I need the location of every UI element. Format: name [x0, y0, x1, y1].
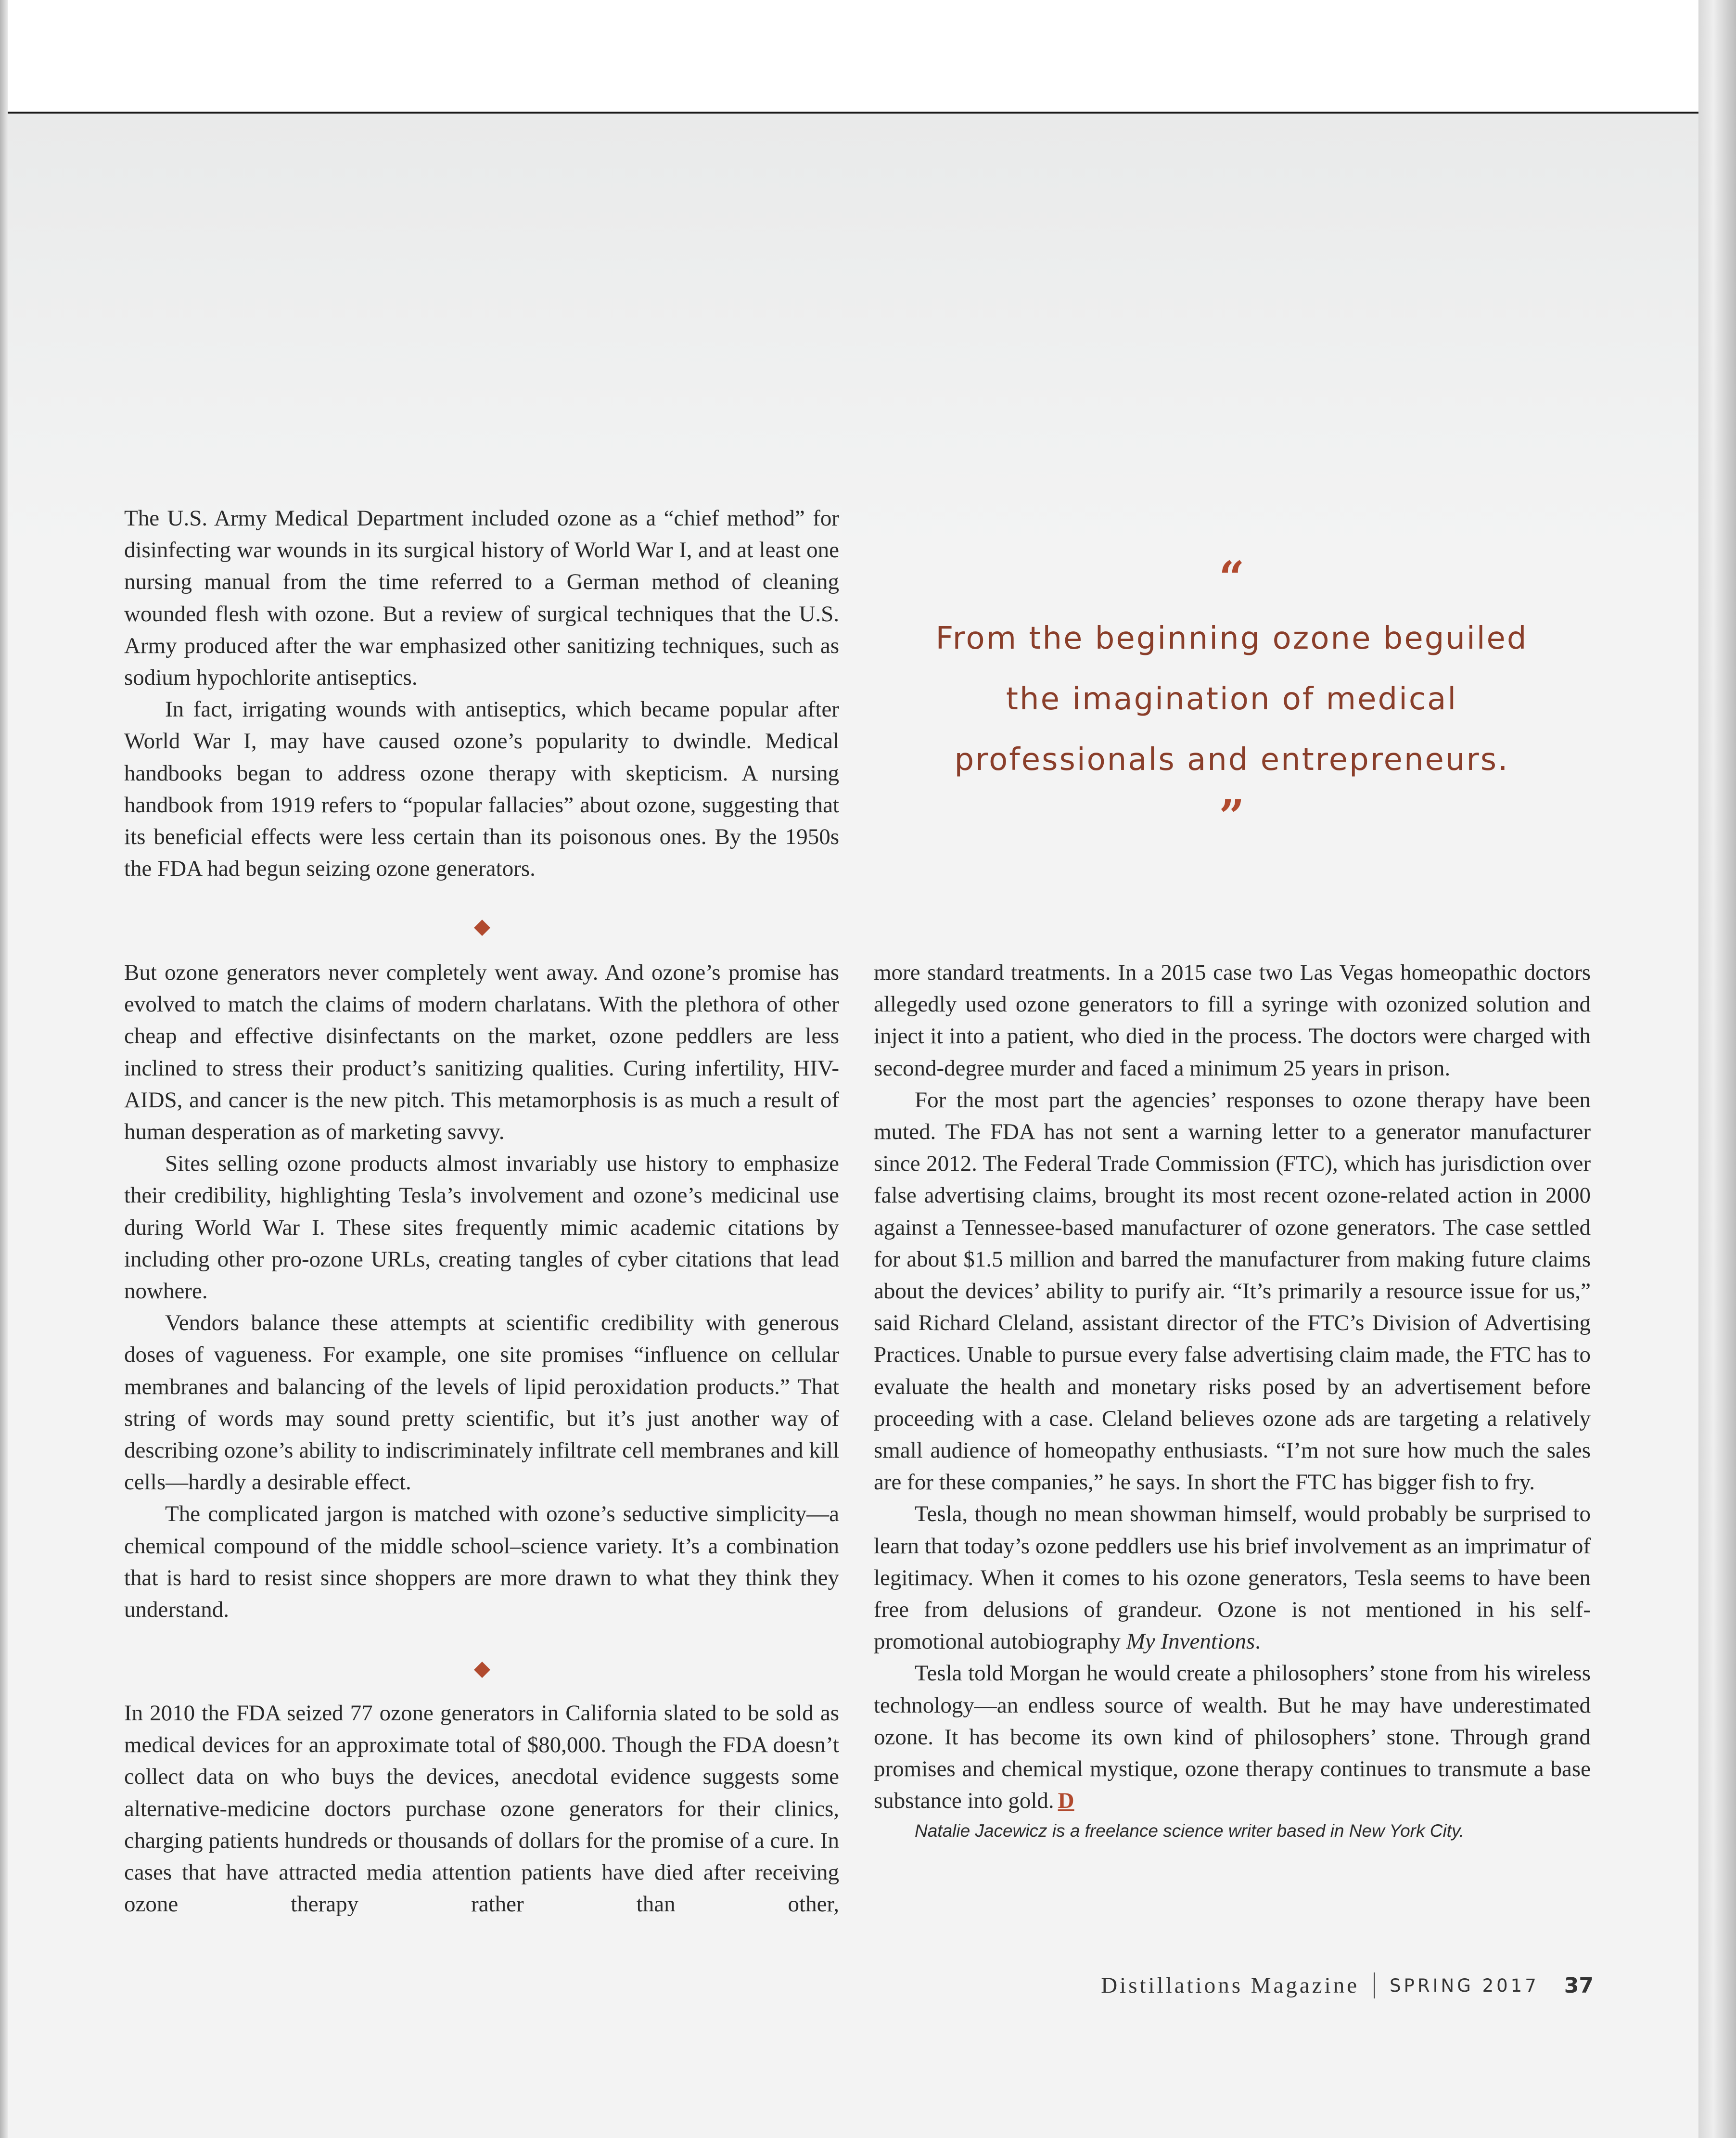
section-divider-diamond: [474, 920, 490, 936]
page-right-edge: [1698, 0, 1736, 2138]
paragraph-sites: Sites selling ozone products almost invariably use history to emphasize their credibility, highlighting Tesla’s involvement and ozone’s medicinal use during World War I. These sites frequently mimic academic citations by including other pro-ozone URLs, creating tangles of cyber citations that lead nowhere.: [124, 1151, 839, 1304]
issue-label: SPRING 2017: [1390, 1975, 1539, 1996]
pull-quote: [890, 553, 1573, 840]
page-left-edge: [0, 0, 8, 2138]
paragraph-las-vegas: more standard treatments. In a 2015 case two Las Vegas homeopathic doctors allegedly used ozone generators to fill a syringe with ozonized solution and inject it into a patient, who died in the process. The doctors were charged with second-degree murder and faced a minimum 25 years in prison.: [874, 960, 1591, 1081]
section-divider-diamond: [474, 1662, 490, 1678]
footer-divider: [1374, 1972, 1375, 1998]
page-number: 37: [1564, 1973, 1594, 1998]
paragraph-tesla-showman: [874, 1498, 1591, 1657]
paragraph-final: [874, 1657, 1591, 1817]
article-left-column: [124, 957, 839, 1626]
top-margin-band: [0, 0, 1698, 114]
book-title-period: .: [1255, 1629, 1261, 1654]
paragraph-vendors: Vendors balance these attempts at scientific credibility with generous doses of vagueness. For example, one site promises “influence on cellular membranes and balancing of the levels of lipid peroxidation products.” That string of words may sound pretty scientific, but it’s just another way of describing ozone’s ability to indiscriminately infiltrate cell membranes and kill cells—hardly a desirable effect.: [124, 1310, 839, 1495]
pull-quote-line: professionals and entrepreneurs.: [954, 742, 1509, 778]
paragraph-agencies: For the most part the agencies’ responses to ozone therapy have been muted. The FDA has not sent a warning letter to a generator manufacturer since 2012. The Federal Trade Commission (FTC), which has jurisdiction over false advertising claims, brought its most recent ozone-related action in 2000 against a Tennessee-based manufacturer of ozone generators. The case settled for about $1.5 million and barred the manufacturer from making future claims about the devices’ ability to purify air. “It’s primarily a resource issue for us,” said Richard Cleland, assistant director of the FTC’s Division of Advertising Practices. Unable to pursue every false advertising claim made, the FTC has to evaluate the health and monetary risks posed by an advertisement before proceeding with a case. Cleland believes ozone ads are targeting a relatively small audience of homeopathy enthusiasts. “I’m not sure how much the sales are for these companies,” he says. In short the FTC has bigger fish to fry.: [874, 1087, 1591, 1495]
background-photo-area: [0, 114, 1698, 547]
paragraph-army-medical: The U.S. Army Medical Department included ozone as a “chief method” for disinfecting war wounds in its surgical history of World War I, and at least one nursing manual from the time referred to a German method of cleaning wounded flesh with ozone. But a review of surgical techniques that the U.S. Army produced after the war emphasized other sanitizing techniques, such as sodium hypochlorite antiseptics.: [124, 506, 839, 691]
paragraph-antiseptics: In fact, irrigating wounds with antiseptics, which became popular after World War I, may have caused ozone’s popularity to dwindle. Medical handbooks began to address ozone therapy with skepticism. A nursing handbook from 1919 refers to “popular fallacies” about ozone, suggesting that its beneficial effects were less certain than its poisonous ones. By the 1950s the FDA had begun seizing ozone generators.: [124, 697, 839, 882]
book-title: My Inventions: [1126, 1629, 1255, 1654]
pull-quote-line: From the beginning ozone beguiled: [935, 621, 1528, 656]
pull-quote-line: the imagination of medical: [1006, 681, 1458, 717]
article-top-column: [124, 502, 839, 884]
article-left-column-lower: [124, 1697, 839, 1920]
author-byline: Natalie Jacewicz is a freelance science writer based in New York City.: [915, 1821, 1464, 1841]
paragraph-generators: But ozone generators never completely went away. And ozone’s promise has evolved to match the claims of modern charlatans. With the plethora of other cheap and effective disinfectants on the market, ozone peddlers are less inclined to stress their product’s sanitizing qualities. Curing infertility, HIV-AIDS, and cancer is the new pitch. This metamorphosis is as much a result of human desperation as of marketing savvy.: [124, 960, 839, 1145]
paragraph-fda-2010: In 2010 the FDA seized 77 ozone generators in California slated to be sold as medical devices for an approximate total of $80,000. Though the FDA doesn’t collect data on who buys the devices, anecdotal evidence suggests some alternative-medicine doctors purchase ozone generators for their clinics, charging patients hundreds or thousands of dollars for the promise of a cure. In cases that have attracted media attention patients have died after receiving ozone therapy rather than other,: [124, 1701, 839, 1917]
close-quote-mark: ”: [1219, 790, 1245, 842]
paragraph-final-text: Tesla told Morgan he would create a philosophers’ stone from his wireless technology—an endless source of wealth. But he may have underestimated ozone. It has become its own kind of philosophers’ stone. Through grand promises and chemical mystique, ozone therapy continues to transmute a base substance into gold.: [874, 1661, 1591, 1814]
page-footer: [1101, 1971, 1594, 2000]
end-mark-logo: D: [1058, 1788, 1074, 1814]
open-quote-mark: “: [1219, 551, 1245, 603]
paragraph-tesla-text: Tesla, though no mean showman himself, would probably be surprised to learn that today’s ozone peddlers use his brief involvement as an imprimatur of legitimacy. When it comes to his ozone generators, Tesla seems to have been free from delusions of grandeur. Ozone is not mentioned in his self-promotional autobiography: [874, 1501, 1591, 1654]
pull-quote-text: [890, 608, 1573, 790]
paragraph-jargon: The complicated jargon is matched with ozone’s seductive simplicity—a chemical compound of the middle school–science variety. It’s a combination that is hard to resist since shoppers are more drawn to what they think they understand.: [124, 1501, 839, 1623]
article-right-column: [874, 957, 1591, 1845]
magazine-name: Distillations Magazine: [1101, 1973, 1360, 1998]
